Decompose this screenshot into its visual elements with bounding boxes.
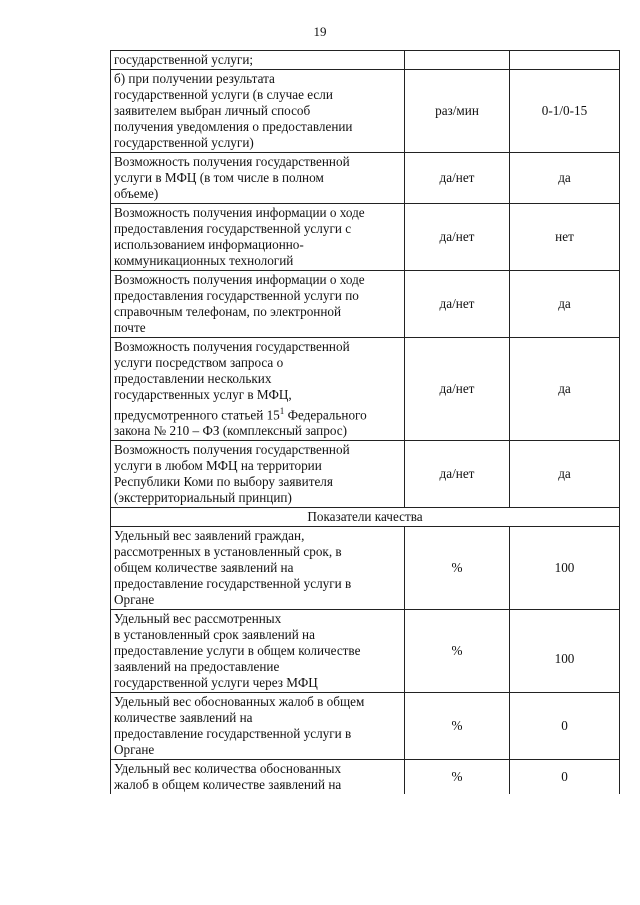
indicator-name: Удельный вес обоснованных жалоб в общем количестве заявлений на предоставление государственной услуги в Органе: [111, 693, 405, 760]
table-row: [111, 760, 620, 795]
indicator-value: да: [510, 441, 620, 508]
indicator-unit: да/нет: [405, 153, 510, 204]
indicator-value: [510, 610, 620, 693]
indicator-name: [111, 338, 405, 441]
indicator-value-text: 100: [554, 651, 575, 667]
indicator-value: да: [510, 338, 620, 441]
indicator-name: Возможность получения государственной услуги в любом МФЦ на территории Республики Коми по выбору заявителя (экстерриториальный принцип): [111, 441, 405, 508]
indicator-name-part: Федерального закона № 210 – ФЗ (комплексный запрос): [114, 407, 367, 439]
indicator-value: 0: [510, 693, 620, 760]
indicator-unit: да/нет: [405, 204, 510, 271]
indicator-value: 0-1/0-15: [510, 70, 620, 153]
indicators-table: [110, 50, 620, 794]
indicator-unit: %: [405, 610, 510, 693]
indicator-unit: %: [405, 760, 510, 795]
indicator-name: б) при получении результата государственной услуги (в случае если заявителем выбран личный способ получения уведомления о предоставлении государственной услуги): [111, 70, 405, 153]
table-row: [111, 693, 620, 760]
indicator-value: [510, 51, 620, 70]
indicator-unit: %: [405, 527, 510, 610]
indicator-name: государственной услуги;: [111, 51, 405, 70]
table-row: [111, 441, 620, 508]
table-row: [111, 338, 620, 441]
indicator-unit: да/нет: [405, 271, 510, 338]
table-row: [111, 271, 620, 338]
indicator-value: нет: [510, 204, 620, 271]
indicator-value: да: [510, 153, 620, 204]
indicator-name: Возможность получения информации о ходе предоставления государственной услуги с использованием информационно- коммуникационных технологий: [111, 204, 405, 271]
indicator-value: да: [510, 271, 620, 338]
indicator-name: Удельный вес рассмотренных в установленный срок заявлений на предоставление услуги в общем количестве заявлений на предоставление государственной услуги через МФЦ: [111, 610, 405, 693]
table-row: [111, 527, 620, 610]
indicator-unit: раз/мин: [405, 70, 510, 153]
indicator-name: Удельный вес количества обоснованных жалоб в общем количестве заявлений на: [111, 760, 405, 795]
indicator-unit: [405, 51, 510, 70]
table-row: [111, 51, 620, 70]
table-row: [111, 204, 620, 271]
indicator-name: Удельный вес заявлений граждан, рассмотренных в установленный срок, в общем количестве заявлений на предоставление государственной услуги в Органе: [111, 527, 405, 610]
indicator-value: 100: [510, 527, 620, 610]
table-row: [111, 70, 620, 153]
quality-section-header: Показатели качества: [111, 508, 620, 527]
indicator-value: 0: [510, 760, 620, 795]
section-header-row: [111, 508, 620, 527]
indicator-unit: %: [405, 693, 510, 760]
indicator-name: Возможность получения государственной услуги в МФЦ (в том числе в полном объеме): [111, 153, 405, 204]
indicator-unit: да/нет: [405, 338, 510, 441]
article-superscript: 1: [279, 406, 285, 416]
page-number: 19: [313, 24, 327, 39]
table-row: [111, 153, 620, 204]
indicator-unit: да/нет: [405, 441, 510, 508]
table-row: [111, 610, 620, 693]
indicator-name-part: Возможность получения государственной услуги посредством запроса о предоставлении нескольких государственных услуг в МФЦ, предусмотренного статьей 15: [114, 339, 350, 423]
indicator-name: Возможность получения информации о ходе предоставления государственной услуги по справочным телефонам, по электронной почте: [111, 271, 405, 338]
